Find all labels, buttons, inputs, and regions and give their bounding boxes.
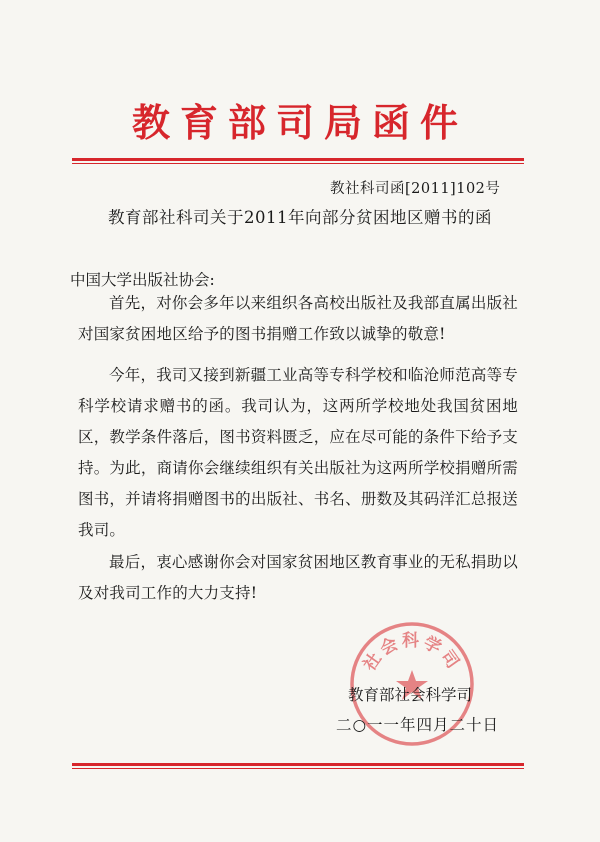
paragraph-opening <box>78 288 518 350</box>
paragraph-request <box>78 360 518 546</box>
signature-date: 二○一一年四月二十日 <box>336 716 500 734</box>
header-rule-thick <box>72 158 524 161</box>
paragraph-text: 首先，对你会多年以来组织各高校出版社及我部直属出版社对国家贫困地区给予的图书捐赠工作致以诚挚的敬意! <box>78 294 518 343</box>
document-number: 教社科司函[2011]102号 <box>330 181 501 197</box>
header-rule-thin <box>72 163 524 164</box>
paragraph-text: 今年，我司又接到新疆工业高等专科学校和临沧师范高等专科学校请求赠书的函。我司认为，这两所学校地处我国贫困地区，教学条件落后，图书资料匮乏，应在尽可能的条件下给予支持。为此，商请你会继续组织有关出版社为这两所学校捐赠所需图书，并请将捐赠图书的出版社、书名、册数及其码洋汇总报送我司。 <box>78 366 518 539</box>
footer-rule-thick <box>72 763 524 766</box>
salutation: 中国大学出版社协会: <box>70 271 215 289</box>
seal-text: 社会科学司 <box>359 631 465 675</box>
paragraph-text: 最后，衷心感谢你会对国家贫困地区教育事业的无私捐助以及对我司工作的大力支持! <box>78 553 518 602</box>
footer-rule-thin <box>72 768 524 769</box>
signature-organization: 教育部社会科学司 <box>348 686 473 704</box>
letterhead-title: 教育部司局函件 <box>131 101 468 145</box>
document-title: 教育部社科司关于2011年向部分贫困地区赠书的函 <box>108 208 492 227</box>
paragraph-closing <box>78 547 518 609</box>
